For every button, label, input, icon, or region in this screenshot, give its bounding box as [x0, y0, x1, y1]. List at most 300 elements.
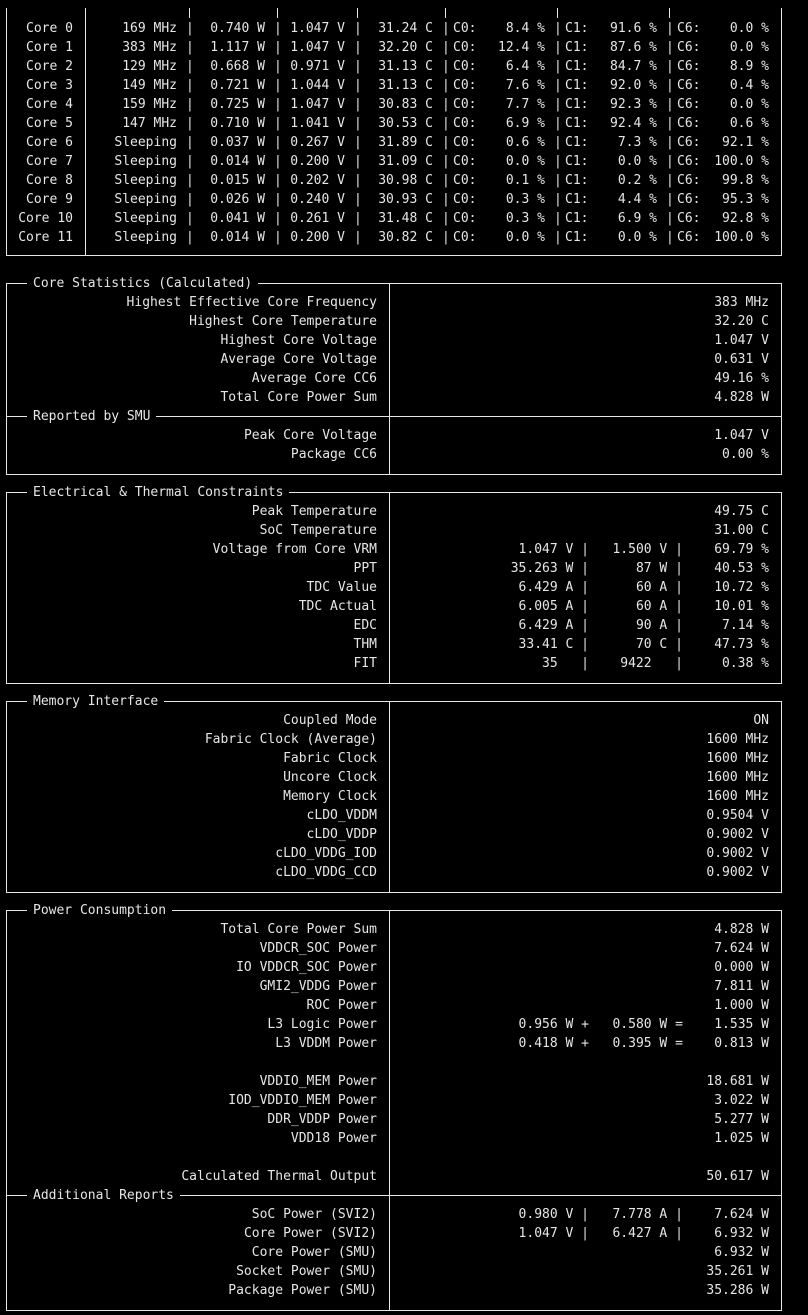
core-c0: 8.4 % [505, 21, 545, 36]
stat-label: ROC Power [306, 998, 377, 1013]
core-table-divider-top [189, 8, 190, 18]
column-separator: | [442, 21, 450, 36]
column-separator: | [442, 211, 450, 226]
core-c1-label: C1: [565, 21, 589, 36]
section-title: Reported by SMU [27, 407, 156, 426]
column-separator: | [666, 135, 674, 150]
stat-label: THM [353, 637, 377, 652]
core-freq: 169 MHz [122, 21, 177, 36]
stat-label: IO VDDCR_SOC Power [236, 960, 377, 975]
core-c0-label: C0: [453, 40, 477, 55]
stat-value: 383 MHz [714, 295, 769, 310]
column-separator: | [354, 21, 362, 36]
column-separator: | [666, 78, 674, 93]
core-volt: 0.971 V [290, 59, 345, 74]
core-c0-label: C0: [453, 59, 477, 74]
core-volt: 0.200 V [290, 154, 345, 169]
core-c6-label: C6: [677, 211, 701, 226]
core-c1: 84.7 % [610, 59, 657, 74]
column-separator: | [274, 97, 282, 112]
core-c1: 91.6 % [610, 21, 657, 36]
stat-value: 35 | 9422 | 0.38 % [542, 656, 769, 671]
column-separator: | [442, 116, 450, 131]
core-power: 0.668 W [210, 59, 265, 74]
stat-label: Voltage from Core VRM [212, 542, 377, 557]
column-separator: | [554, 135, 562, 150]
stat-value: 1.047 V | 1.500 V | 69.79 % [518, 542, 769, 557]
core-temp: 32.20 C [378, 40, 433, 55]
core-volt: 1.047 V [290, 40, 345, 55]
core-volt: 1.041 V [290, 116, 345, 131]
column-separator: | [274, 211, 282, 226]
column-separator: | [554, 116, 562, 131]
stat-value: 0.9002 V [706, 865, 769, 880]
core-c1-label: C1: [565, 173, 589, 188]
core-freq: 159 MHz [122, 97, 177, 112]
core-table-divider-top [669, 8, 670, 18]
column-separator: | [186, 154, 194, 169]
core-freq: Sleeping [114, 211, 177, 226]
core-c1: 7.3 % [617, 135, 657, 150]
core-c6: 100.0 % [714, 154, 769, 169]
stat-label: Average Core CC6 [251, 371, 377, 386]
core-c0: 0.1 % [505, 173, 545, 188]
core-c6-label: C6: [677, 154, 701, 169]
section-title: Memory Interface [27, 692, 164, 711]
column-separator: | [666, 21, 674, 36]
core-c6: 92.8 % [722, 211, 769, 226]
core-table-divider-top [277, 8, 278, 18]
stat-value: 7.624 W [714, 941, 769, 956]
stat-value: 1600 MHz [706, 770, 769, 785]
column-separator: | [666, 116, 674, 131]
stat-value: 3.022 W [714, 1093, 769, 1108]
core-c6-label: C6: [677, 230, 701, 245]
stat-value: 35.286 W [706, 1283, 769, 1298]
core-table-divider-top [445, 8, 446, 18]
stat-label: Core Power (SMU) [251, 1245, 377, 1260]
core-c6-label: C6: [677, 78, 701, 93]
core-table-bottom-border [6, 255, 782, 256]
core-name: Core 3 [26, 78, 73, 93]
column-separator: | [442, 135, 450, 150]
stat-value: 35.261 W [706, 1264, 769, 1279]
core-c0: 12.4 % [498, 40, 545, 55]
column-separator: | [186, 59, 194, 74]
core-c6-label: C6: [677, 173, 701, 188]
stat-value: 1600 MHz [706, 789, 769, 804]
column-separator: | [554, 192, 562, 207]
core-name: Core 1 [26, 40, 73, 55]
column-separator: | [666, 154, 674, 169]
column-separator: | [186, 230, 194, 245]
core-name: Core 7 [26, 154, 73, 169]
stat-label: Highest Core Temperature [189, 314, 377, 329]
stat-value: 6.932 W [714, 1245, 769, 1260]
core-c1-label: C1: [565, 97, 589, 112]
column-separator: | [442, 40, 450, 55]
column-separator: | [354, 78, 362, 93]
core-c6-label: C6: [677, 116, 701, 131]
column-separator: | [186, 135, 194, 150]
core-freq: Sleeping [114, 192, 177, 207]
core-power: 0.710 W [210, 116, 265, 131]
column-separator: | [554, 154, 562, 169]
core-power: 0.037 W [210, 135, 265, 150]
core-c1-label: C1: [565, 211, 589, 226]
core-c6: 95.3 % [722, 192, 769, 207]
core-c1: 87.6 % [610, 40, 657, 55]
column-separator: | [274, 21, 282, 36]
box-left-border [6, 701, 7, 892]
core-c1: 6.9 % [617, 211, 657, 226]
stat-value: 6.429 A | 60 A | 10.72 % [518, 580, 769, 595]
stat-label: Package CC6 [290, 447, 377, 462]
box-left-border [6, 910, 7, 1310]
core-c1-label: C1: [565, 192, 589, 207]
stat-value: 32.20 C [714, 314, 769, 329]
column-separator: | [354, 59, 362, 74]
stat-label: VDDCR_SOC Power [259, 941, 377, 956]
column-separator: | [666, 97, 674, 112]
core-c1: 92.0 % [610, 78, 657, 93]
core-c6: 0.0 % [729, 21, 769, 36]
stat-label: Socket Power (SMU) [236, 1264, 377, 1279]
stat-value: 6.429 A | 90 A | 7.14 % [518, 618, 769, 633]
stat-label: TDC Actual [298, 599, 377, 614]
box-right-border [781, 492, 782, 683]
core-c6: 99.8 % [722, 173, 769, 188]
column-separator: | [554, 173, 562, 188]
core-c0-label: C0: [453, 97, 477, 112]
column-separator: | [666, 211, 674, 226]
column-separator: | [274, 192, 282, 207]
stat-value: 49.75 C [714, 504, 769, 519]
stat-label: cLDO_VDDM [306, 808, 377, 823]
stat-label: VDDIO_MEM Power [259, 1074, 377, 1089]
stat-label: Total Core Power Sum [220, 922, 377, 937]
core-temp: 30.98 C [378, 173, 433, 188]
stat-label: FIT [353, 656, 377, 671]
column-separator: | [354, 135, 362, 150]
column-separator: | [554, 211, 562, 226]
column-separator: | [554, 21, 562, 36]
column-separator: | [274, 78, 282, 93]
column-separator: | [354, 116, 362, 131]
stat-value: 50.617 W [706, 1169, 769, 1184]
core-c0-label: C0: [453, 230, 477, 245]
column-separator: | [666, 230, 674, 245]
section-title: Electrical & Thermal Constraints [27, 483, 289, 502]
stat-value: 0.000 W [714, 960, 769, 975]
core-temp: 31.13 C [378, 78, 433, 93]
core-c6-label: C6: [677, 97, 701, 112]
stat-label: DDR_VDDP Power [267, 1112, 377, 1127]
core-power: 0.041 W [210, 211, 265, 226]
stat-label: cLDO_VDDG_IOD [275, 846, 377, 861]
column-separator: | [274, 154, 282, 169]
core-name: Core 2 [26, 59, 73, 74]
core-c0-label: C0: [453, 21, 477, 36]
core-c1: 92.4 % [610, 116, 657, 131]
core-volt: 1.047 V [290, 21, 345, 36]
stat-value: 31.00 C [714, 523, 769, 538]
core-name: Core 8 [26, 173, 73, 188]
core-table-divider [85, 8, 86, 255]
core-power: 0.015 W [210, 173, 265, 188]
stat-label: IOD_VDDIO_MEM Power [228, 1093, 377, 1108]
stat-value: 18.681 W [706, 1074, 769, 1089]
stat-label: L3 Logic Power [267, 1017, 377, 1032]
core-temp: 31.24 C [378, 21, 433, 36]
core-name: Core 5 [26, 116, 73, 131]
stat-label: Coupled Mode [283, 713, 377, 728]
core-volt: 0.240 V [290, 192, 345, 207]
stat-label: SoC Power (SVI2) [251, 1207, 377, 1222]
stat-label: Peak Temperature [251, 504, 377, 519]
core-c6-label: C6: [677, 192, 701, 207]
stat-value: 0.00 % [722, 447, 769, 462]
column-separator: | [554, 78, 562, 93]
core-c6: 8.9 % [729, 59, 769, 74]
column-separator: | [354, 40, 362, 55]
core-c0-label: C0: [453, 135, 477, 150]
core-c6: 0.6 % [729, 116, 769, 131]
core-temp: 31.13 C [378, 59, 433, 74]
core-freq: Sleeping [114, 135, 177, 150]
stat-label: L3 VDDM Power [275, 1036, 377, 1051]
core-c1: 92.3 % [610, 97, 657, 112]
stat-value: 1.047 V | 6.427 A | 6.932 W [518, 1226, 769, 1241]
stat-value: 35.263 W | 87 W | 40.53 % [510, 561, 769, 576]
box-column-divider [389, 283, 390, 474]
column-separator: | [442, 154, 450, 169]
column-separator: | [442, 192, 450, 207]
core-power: 0.014 W [210, 230, 265, 245]
core-volt: 0.200 V [290, 230, 345, 245]
core-freq: Sleeping [114, 173, 177, 188]
stat-value: 0.9002 V [706, 846, 769, 861]
core-c0: 7.6 % [505, 78, 545, 93]
stat-label: Uncore Clock [283, 770, 377, 785]
column-separator: | [274, 230, 282, 245]
core-c0-label: C0: [453, 192, 477, 207]
box-column-divider [389, 701, 390, 892]
column-separator: | [554, 97, 562, 112]
column-separator: | [186, 78, 194, 93]
stat-label: EDC [353, 618, 377, 633]
box-right-border [781, 701, 782, 892]
column-separator: | [186, 40, 194, 55]
core-freq: 383 MHz [122, 40, 177, 55]
stat-value: 4.828 W [714, 390, 769, 405]
core-name: Core 6 [26, 135, 73, 150]
stat-label: Memory Clock [283, 789, 377, 804]
core-c0-label: C0: [453, 211, 477, 226]
column-separator: | [354, 154, 362, 169]
stat-label: GMI2_VDDG Power [259, 979, 377, 994]
column-separator: | [186, 116, 194, 131]
stat-value: 1.000 W [714, 998, 769, 1013]
core-c0: 6.9 % [505, 116, 545, 131]
core-temp: 31.89 C [378, 135, 433, 150]
core-name: Core 11 [18, 230, 73, 245]
core-c0: 7.7 % [505, 97, 545, 112]
core-c0-label: C0: [453, 116, 477, 131]
core-c0-label: C0: [453, 154, 477, 169]
stat-value: 0.9504 V [706, 808, 769, 823]
box-bottom-border [6, 1310, 782, 1311]
column-separator: | [666, 40, 674, 55]
core-c0: 0.0 % [505, 230, 545, 245]
column-separator: | [442, 173, 450, 188]
core-c1-label: C1: [565, 40, 589, 55]
core-c1-label: C1: [565, 59, 589, 74]
stat-label: cLDO_VDDP [306, 827, 377, 842]
core-c1: 4.4 % [617, 192, 657, 207]
stat-label: Fabric Clock [283, 751, 377, 766]
core-c6-label: C6: [677, 135, 701, 150]
stat-value: 0.956 W + 0.580 W = 1.535 W [518, 1017, 769, 1032]
core-name: Core 0 [26, 21, 73, 36]
column-separator: | [442, 97, 450, 112]
stat-label: Highest Core Voltage [220, 333, 377, 348]
stat-label: Highest Effective Core Frequency [126, 295, 377, 310]
core-c6: 100.0 % [714, 230, 769, 245]
core-table-divider-top [557, 8, 558, 18]
core-temp: 30.53 C [378, 116, 433, 131]
column-separator: | [274, 40, 282, 55]
box-left-border [6, 492, 7, 683]
stat-value: 1.047 V [714, 333, 769, 348]
stat-value: 5.277 W [714, 1112, 769, 1127]
section-title: Additional Reports [27, 1186, 180, 1205]
core-c6: 0.4 % [729, 78, 769, 93]
column-separator: | [666, 59, 674, 74]
section-title: Power Consumption [27, 901, 172, 920]
core-c0-label: C0: [453, 78, 477, 93]
column-separator: | [442, 78, 450, 93]
stat-label: cLDO_VDDG_CCD [275, 865, 377, 880]
stat-value: ON [753, 713, 769, 728]
core-c1-label: C1: [565, 116, 589, 131]
core-power: 0.740 W [210, 21, 265, 36]
box-bottom-border [6, 892, 782, 893]
core-c1: 0.2 % [617, 173, 657, 188]
core-table-left-border [6, 8, 7, 255]
core-power: 0.725 W [210, 97, 265, 112]
stat-label: Peak Core Voltage [243, 428, 377, 443]
stat-value: 0.631 V [714, 352, 769, 367]
box-column-divider [389, 910, 390, 1310]
core-c0: 0.3 % [505, 211, 545, 226]
core-freq: 129 MHz [122, 59, 177, 74]
core-c6: 0.0 % [729, 97, 769, 112]
column-separator: | [274, 135, 282, 150]
stat-label: Average Core Voltage [220, 352, 377, 367]
stat-label: PPT [353, 561, 377, 576]
core-volt: 0.261 V [290, 211, 345, 226]
stat-label: Fabric Clock (Average) [204, 732, 377, 747]
box-left-border [6, 283, 7, 474]
core-freq: 149 MHz [122, 78, 177, 93]
column-separator: | [666, 173, 674, 188]
core-power: 1.117 W [210, 40, 265, 55]
stat-value: 1.025 W [714, 1131, 769, 1146]
core-c6-label: C6: [677, 21, 701, 36]
core-c0: 0.0 % [505, 154, 545, 169]
stat-value: 1600 MHz [706, 751, 769, 766]
core-c1-label: C1: [565, 78, 589, 93]
stat-label: Calculated Thermal Output [181, 1169, 377, 1184]
column-separator: | [554, 59, 562, 74]
column-separator: | [554, 40, 562, 55]
column-separator: | [186, 173, 194, 188]
column-separator: | [186, 97, 194, 112]
core-c0-label: C0: [453, 173, 477, 188]
column-separator: | [442, 59, 450, 74]
core-c6: 0.0 % [729, 40, 769, 55]
core-c6: 92.1 % [722, 135, 769, 150]
core-volt: 1.044 V [290, 78, 345, 93]
core-c1-label: C1: [565, 154, 589, 169]
core-c1: 0.0 % [617, 154, 657, 169]
column-separator: | [186, 211, 194, 226]
core-c1: 0.0 % [617, 230, 657, 245]
core-temp: 31.09 C [378, 154, 433, 169]
column-separator: | [274, 173, 282, 188]
stat-label: SoC Temperature [259, 523, 377, 538]
core-power: 0.721 W [210, 78, 265, 93]
core-volt: 0.267 V [290, 135, 345, 150]
core-temp: 30.82 C [378, 230, 433, 245]
stat-label: Total Core Power Sum [220, 390, 377, 405]
column-separator: | [274, 116, 282, 131]
core-table-divider-top [357, 8, 358, 18]
core-volt: 0.202 V [290, 173, 345, 188]
column-separator: | [666, 192, 674, 207]
core-power: 0.014 W [210, 154, 265, 169]
stat-label: VDD18 Power [290, 1131, 377, 1146]
core-c0: 0.3 % [505, 192, 545, 207]
column-separator: | [354, 230, 362, 245]
stat-value: 0.980 V | 7.778 A | 7.624 W [518, 1207, 769, 1222]
core-volt: 1.047 V [290, 97, 345, 112]
core-freq: 147 MHz [122, 116, 177, 131]
column-separator: | [354, 173, 362, 188]
box-bottom-border [6, 683, 782, 684]
stat-value: 7.811 W [714, 979, 769, 994]
stat-value: 49.16 % [714, 371, 769, 386]
core-name: Core 10 [18, 211, 73, 226]
core-temp: 30.93 C [378, 192, 433, 207]
stat-value: 6.005 A | 60 A | 10.01 % [518, 599, 769, 614]
stat-value: 0.9002 V [706, 827, 769, 842]
core-c6-label: C6: [677, 40, 701, 55]
core-freq: Sleeping [114, 154, 177, 169]
box-column-divider [389, 492, 390, 683]
stat-label: TDC Value [306, 580, 377, 595]
stat-label: Package Power (SMU) [228, 1283, 377, 1298]
section-title: Core Statistics (Calculated) [27, 274, 258, 293]
core-temp: 31.48 C [378, 211, 433, 226]
column-separator: | [354, 97, 362, 112]
core-c6-label: C6: [677, 59, 701, 74]
column-separator: | [354, 211, 362, 226]
core-c1-label: C1: [565, 230, 589, 245]
core-freq: Sleeping [114, 230, 177, 245]
stat-label: Core Power (SVI2) [243, 1226, 377, 1241]
